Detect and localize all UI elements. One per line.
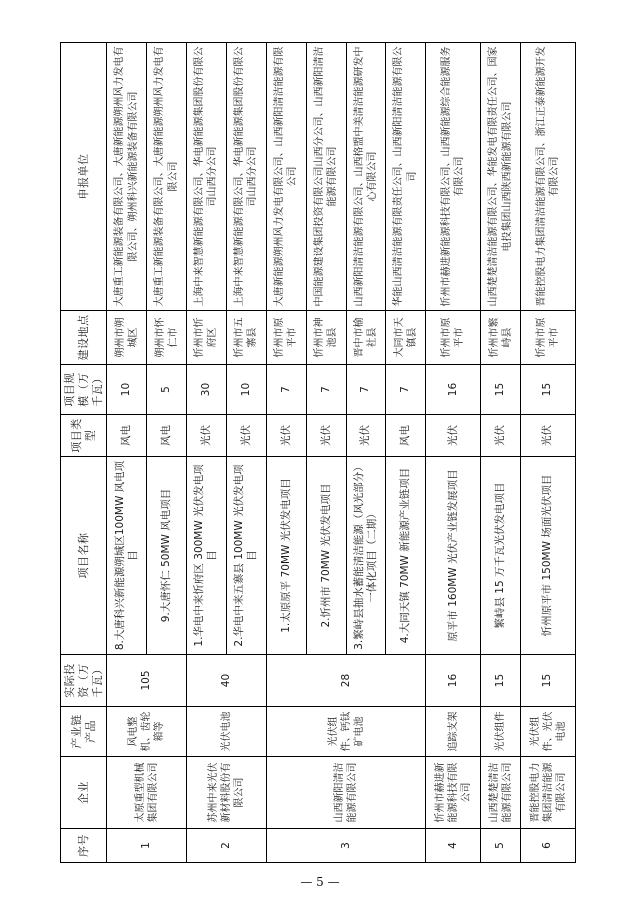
cell-declare-unit: 山西楚楚清洁能源有限公司、华能发电有限责任公司、国家电投集团山西陕西新能源有限公司 (481, 42, 521, 310)
cell-declare-unit: 山西新阳清洁能源有限公司、山西格盟中美清洁能源研发中心有限公司 (346, 42, 386, 310)
cell-invest: 15 (481, 654, 521, 706)
cell-invest: 28 (266, 654, 426, 706)
cell-project-scale: 15 (481, 364, 521, 414)
cell-build-place: 忻州市原平市 (266, 310, 306, 364)
cell-project-name: 2.华电中来五寨县 100MW 光伏发电项目 (226, 456, 266, 654)
cell-declare-unit: 华能山西清洁能源有限责任公司、山西新阳清洁能源有限公司 (386, 42, 426, 310)
cell-project-scale: 7 (306, 364, 346, 414)
cell-project-type: 光伏 (481, 414, 521, 456)
cell-firm: 忻州市赫进新能源科技有限公司 (426, 756, 481, 828)
cell-seq: 1 (107, 828, 187, 862)
cell-invest: 105 (107, 654, 187, 706)
table-row (187, 42, 227, 862)
cell-build-place: 朔州市朔城区 (107, 310, 147, 364)
cell-project-type: 光伏 (266, 414, 306, 456)
table-row (426, 42, 481, 862)
cell-build-place: 朔州市怀仁市 (147, 310, 187, 364)
cell-declare-unit: 大唐重工新能源装备有限公司、大唐新能源朔州风力发电有限公司、朔州科兴新能源装备有限公司 (107, 42, 147, 310)
table-header (61, 42, 107, 862)
cell-declare-unit: 上海中来智慧新能源有限公司、华电新能源集团股份有限公司山西分公司 (187, 42, 227, 310)
cell-declare-unit: 忻州市赫进新能源科技有限公司、山西新能源综合能源服务有限公司 (426, 42, 481, 310)
cell-project-type: 光伏 (187, 414, 227, 456)
cell-seq: 5 (481, 828, 521, 862)
cell-build-place: 大同市天镇县 (386, 310, 426, 364)
cell-project-name: 1.太原原平 70MW 光伏发电项目 (266, 456, 306, 654)
cell-project-scale: 10 (226, 364, 266, 414)
cell-seq: 6 (521, 828, 576, 862)
cell-project-scale: 7 (386, 364, 426, 414)
cell-build-place: 忻州市五寨县 (226, 310, 266, 364)
cell-project-name: 2.忻州市 70MW 光伏发电项目 (306, 456, 346, 654)
cell-project-name: 9.大唐怀仁 50MW 风电项目 (147, 456, 187, 654)
cell-firm: 山西楚楚清洁能源有限公司 (481, 756, 521, 828)
table-body (107, 42, 576, 862)
column-header-project-scale: 项目规模（万千瓦） (61, 364, 107, 414)
cell-declare-unit: 大唐新能源朔州风力发电有限公司、山西新阳清洁能源有限公司 (266, 42, 306, 310)
cell-build-place: 忻州市原平市 (426, 310, 481, 364)
cell-project-type: 光伏 (521, 414, 576, 456)
cell-build-place: 忻州市忻府区 (187, 310, 227, 364)
cell-product: 风电整机、齿轮箱等 (107, 706, 187, 756)
cell-project-scale: 7 (346, 364, 386, 414)
cell-project-type: 风电 (107, 414, 147, 456)
cell-firm: 太原重型机械集团有限公司 (107, 756, 187, 828)
cell-build-place: 晋中市榆社县 (346, 310, 386, 364)
cell-firm: 晋能控股电力集团清洁能源有限公司 (521, 756, 576, 828)
cell-seq: 2 (187, 828, 267, 862)
table-row (266, 42, 306, 862)
cell-project-name: 忻州原平市 150MW 场面光伏项目 (521, 456, 576, 654)
cell-project-scale: 5 (147, 364, 187, 414)
rotated-table-inner (60, 43, 580, 863)
cell-project-type: 光伏 (346, 414, 386, 456)
column-header-seq: 序号 (61, 828, 107, 862)
column-header-invest: 实际投资（万千瓦） (61, 654, 107, 706)
cell-build-place: 忻州市繁峙县 (481, 310, 521, 364)
cell-project-scale: 30 (187, 364, 227, 414)
cell-project-type: 风电 (147, 414, 187, 456)
cell-product: 追踪支架 (426, 706, 481, 756)
cell-product: 光伏组件 (481, 706, 521, 756)
cell-invest: 15 (521, 654, 576, 706)
cell-product: 光伏电池 (187, 706, 267, 756)
cell-invest: 16 (426, 654, 481, 706)
column-header-firm: 企业 (61, 756, 107, 828)
column-header-build-place: 建设地点 (61, 310, 107, 364)
cell-declare-unit: 大唐重工新能源装备有限公司、大唐新能源朔州风力发电有限公司 (147, 42, 187, 310)
table-header-row (61, 42, 107, 862)
cell-project-name: 8.大唐科兴新能源朔城区100MW 风电项目 (107, 456, 147, 654)
cell-build-place: 忻州市原平市 (521, 310, 576, 364)
table-row (481, 42, 521, 862)
cell-declare-unit: 晋能控股电力集团清洁能源有限公司、浙江正泰新能源开发有限公司 (521, 42, 576, 310)
cell-build-place: 忻州市神池县 (306, 310, 346, 364)
cell-project-name: 4.大同天镇 70MW 新能源产业链项目 (386, 456, 426, 654)
cell-project-name: 3.繁峙县抽水蓄能清洁能源（风光部分）一体化项目（二期） (346, 456, 386, 654)
cell-project-name: 1.华电中来忻府区 300MW 光伏发电项目 (187, 456, 227, 654)
column-header-project-type: 项目类型 (61, 414, 107, 456)
cell-project-scale: 15 (521, 364, 576, 414)
cell-firm: 山西新阳清洁能源有限公司 (266, 756, 426, 828)
cell-product: 光伏组件、光伏电池 (521, 706, 576, 756)
column-header-declare-unit: 申报单位 (61, 42, 107, 310)
cell-declare-unit: 中国能源建设集团投资有限公司山西分公司、山西新阳清洁能源有限公司 (306, 42, 346, 310)
column-header-project-name: 项目名称 (61, 456, 107, 654)
table-row (107, 42, 147, 862)
cell-project-type: 光伏 (226, 414, 266, 456)
column-header-product: 产业链产品 (61, 706, 107, 756)
cell-product: 光伏组件、钙钛矿电池 (266, 706, 426, 756)
cell-declare-unit: 上海中来智慧新能源有限公司、华电新能源集团股份有限公司山西分公司 (226, 42, 266, 310)
cell-project-scale: 16 (426, 364, 481, 414)
table-row (521, 42, 576, 862)
cell-seq: 4 (426, 828, 481, 862)
page-number: — 5 — (300, 875, 340, 889)
cell-project-scale: 10 (107, 364, 147, 414)
cell-firm: 苏州中来光伏新材料股份有限公司 (187, 756, 267, 828)
cell-project-name: 原平市 160MW 光伏产业链发展项目 (426, 456, 481, 654)
cell-project-scale: 7 (266, 364, 306, 414)
project-table (60, 42, 576, 863)
cell-project-type: 风电 (386, 414, 426, 456)
cell-project-type: 光伏 (426, 414, 481, 456)
cell-invest: 40 (187, 654, 267, 706)
cell-project-name: 繁峙县 15 万千瓦光伏发电项目 (481, 456, 521, 654)
cell-seq: 3 (266, 828, 426, 862)
cell-project-type: 光伏 (306, 414, 346, 456)
